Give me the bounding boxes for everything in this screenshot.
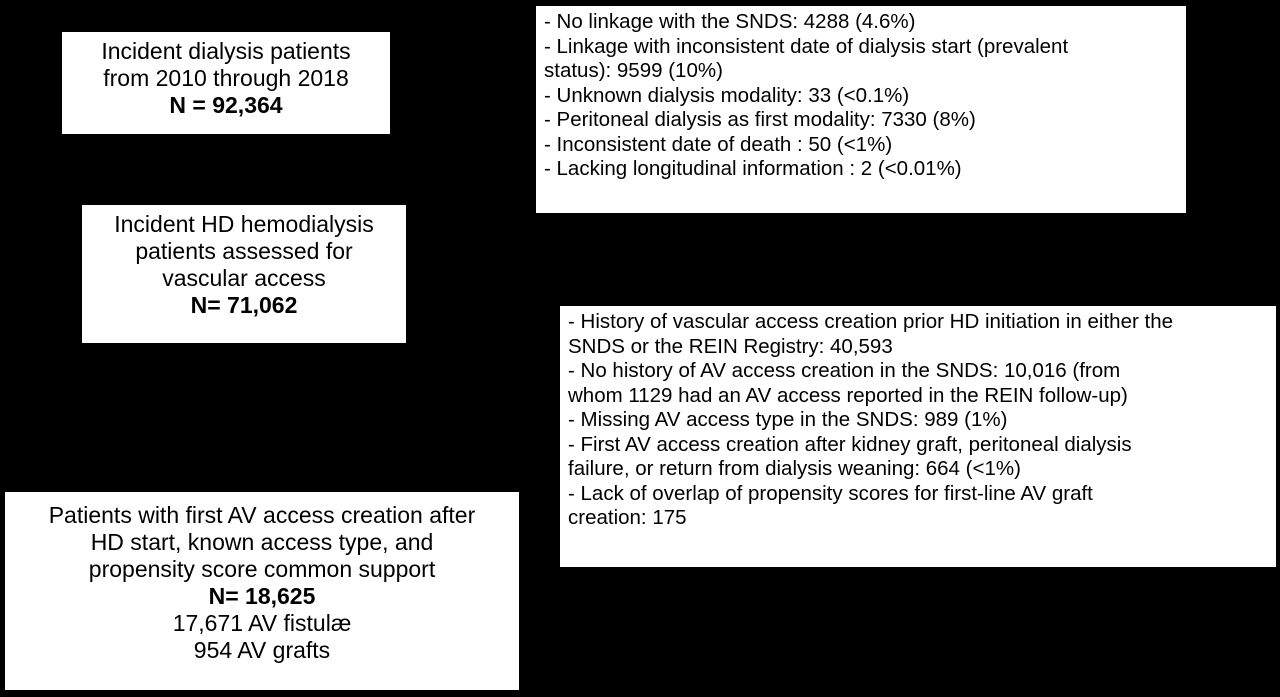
- exclusion-2-line: - Lack of overlap of propensity scores for first-line AV graft: [568, 481, 1093, 505]
- final-cohort-line1: Patients with first AV access creation after: [48, 502, 476, 528]
- incident-hd-line1: Incident HD hemodialysis: [114, 211, 374, 237]
- exclusion-box-1: [536, 6, 1186, 213]
- final-cohort-line3: propensity score common support: [88, 556, 436, 582]
- incident-dialysis-n: N = 92,364: [169, 92, 283, 118]
- exclusion-1-line: - Inconsistent date of death : 50 (<1%): [544, 132, 893, 156]
- exclusion-2-line: - Missing AV access type in the SNDS: 989 (1%): [568, 408, 1008, 431]
- exclusion-2-line: creation: 175: [568, 506, 687, 529]
- exclusion-box-2: [560, 306, 1276, 567]
- exclusion-1-line: status): 9599 (10%): [544, 59, 723, 82]
- exclusion-2-line: - First AV access creation after kidney graft, peritoneal dialysis: [568, 432, 1132, 456]
- final-cohort-box: [5, 492, 519, 690]
- incident-dialysis-line2: from 2010 through 2018: [103, 65, 349, 91]
- final-cohort-line2: HD start, known access type, and: [90, 529, 434, 555]
- exclusion-1-line: - No linkage with the SNDS: 4288 (4.6%): [544, 10, 916, 33]
- final-cohort-grafts: 954 AV grafts: [193, 637, 331, 663]
- incident-dialysis-line1: Incident dialysis patients: [101, 38, 351, 64]
- incident-hd-line3: vascular access: [162, 265, 326, 291]
- final-cohort-n: N= 18,625: [208, 583, 316, 609]
- exclusion-2-line: - No history of AV access creation in the SNDS: 10,016 (from: [568, 359, 1121, 382]
- incident-hd-n: N= 71,062: [190, 292, 298, 318]
- exclusion-1-line: - Linkage with inconsistent date of dialysis start (prevalent: [544, 34, 1069, 58]
- exclusion-2-line: SNDS or the REIN Registry: 40,593: [568, 334, 893, 358]
- incident-dialysis-box: [62, 32, 390, 134]
- exclusion-2-line: failure, or return from dialysis weaning: 664 (<1%): [568, 457, 1021, 480]
- exclusion-1-line: - Peritoneal dialysis as first modality: 7330 (8%): [544, 108, 976, 131]
- incident-hd-line2: patients assessed for: [135, 238, 353, 264]
- incident-hd-box: [82, 205, 406, 343]
- exclusion-1-line: - Unknown dialysis modality: 33 (<0.1%): [544, 83, 910, 107]
- exclusion-2-line: whom 1129 had an AV access reported in the REIN follow-up): [568, 383, 1128, 407]
- exclusion-2-line: - History of vascular access creation prior HD initiation in either the: [568, 310, 1173, 333]
- final-cohort-fistulae: 17,671 AV fistulæ: [172, 610, 352, 636]
- exclusion-1-line: - Lacking longitudinal information : 2 (<0.01%): [544, 157, 962, 180]
